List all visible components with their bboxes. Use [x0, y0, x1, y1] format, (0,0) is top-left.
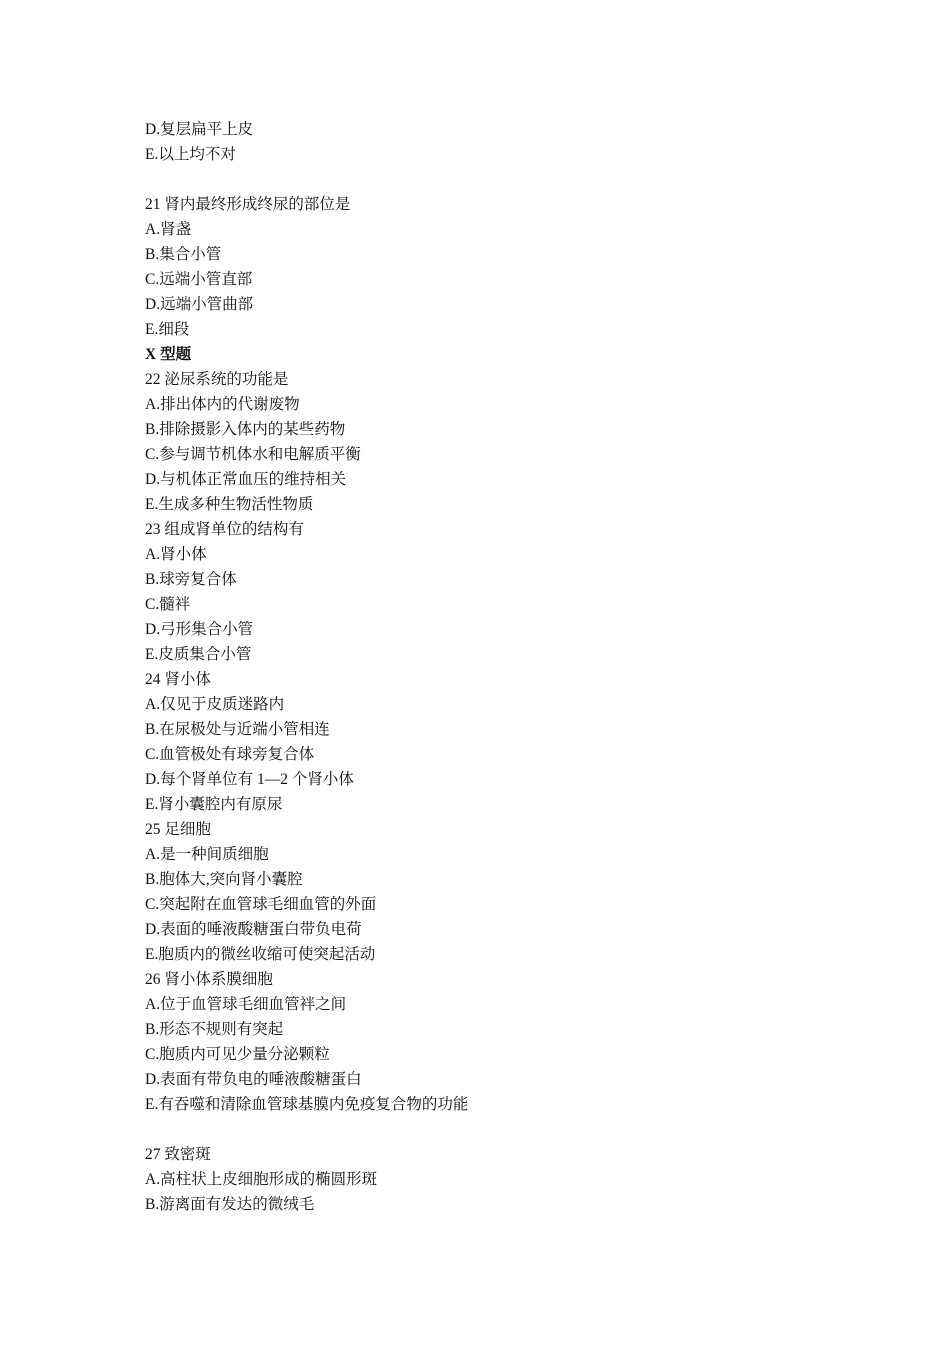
answer-option: D.每个肾单位有 1—2 个肾小体	[145, 771, 354, 788]
question-stem: 26 肾小体系膜细胞	[145, 971, 273, 988]
question-stem: 27 致密斑	[145, 1146, 211, 1163]
question-stem: 24 肾小体	[145, 671, 211, 688]
answer-option: D.弓形集合小管	[145, 621, 254, 638]
answer-option: A.是一种间质细胞	[145, 846, 269, 863]
answer-option: C.参与调节机体水和电解质平衡	[145, 446, 361, 463]
question-stem: 25 足细胞	[145, 821, 211, 838]
document-page	[145, 117, 845, 1217]
answer-option: B.排除摄影入体内的某些药物	[145, 421, 346, 438]
answer-option: B.形态不规则有突起	[145, 1021, 284, 1038]
answer-option: A.肾盏	[145, 221, 192, 238]
answer-option: C.突起附在血管球毛细血管的外面	[145, 896, 377, 913]
question-stem: 23 组成肾单位的结构有	[145, 521, 304, 538]
answer-option: D.远端小管曲部	[145, 296, 254, 313]
answer-option: C.远端小管直部	[145, 271, 253, 288]
answer-option: E.有吞噬和清除血管球基膜内免疫复合物的功能	[145, 1096, 469, 1113]
question-stem: 21 肾内最终形成终尿的部位是	[145, 196, 351, 213]
answer-option: D.表面有带负电的唾液酸糖蛋白	[145, 1071, 362, 1088]
answer-option: D.与机体正常血压的维持相关	[145, 471, 347, 488]
blank-line	[145, 1117, 845, 1142]
answer-option: E.以上均不对	[145, 146, 236, 163]
answer-option: E.皮质集合小管	[145, 646, 252, 663]
answer-option: B.集合小管	[145, 246, 222, 263]
answer-option: C.髓袢	[145, 596, 191, 613]
answer-option: B.球旁复合体	[145, 571, 237, 588]
answer-option: C.血管极处有球旁复合体	[145, 746, 315, 763]
answer-option: A.排出体内的代谢废物	[145, 396, 300, 413]
blank-line	[145, 167, 845, 192]
answer-option: A.仅见于皮质迷路内	[145, 696, 285, 713]
answer-option: C.胞质内可见少量分泌颗粒	[145, 1046, 330, 1063]
answer-option: B.胞体大,突向肾小囊腔	[145, 871, 303, 888]
section-heading: X 型题	[145, 346, 192, 363]
answer-option: B.游离面有发达的微绒毛	[145, 1196, 315, 1213]
answer-option: A.肾小体	[145, 546, 207, 563]
answer-option: A.高柱状上皮细胞形成的椭圆形斑	[145, 1171, 378, 1188]
answer-option: D.复层扁平上皮	[145, 121, 254, 138]
answer-option: E.生成多种生物活性物质	[145, 496, 314, 513]
answer-option: E.肾小囊腔内有原尿	[145, 796, 283, 813]
answer-option: B.在尿极处与近端小管相连	[145, 721, 330, 738]
answer-option: E.胞质内的微丝收缩可使突起活动	[145, 946, 376, 963]
answer-option: A.位于血管球毛细血管袢之间	[145, 996, 347, 1013]
question-stem: 22 泌尿系统的功能是	[145, 371, 289, 388]
answer-option: D.表面的唾液酸糖蛋白带负电荷	[145, 921, 362, 938]
answer-option: E.细段	[145, 321, 190, 338]
